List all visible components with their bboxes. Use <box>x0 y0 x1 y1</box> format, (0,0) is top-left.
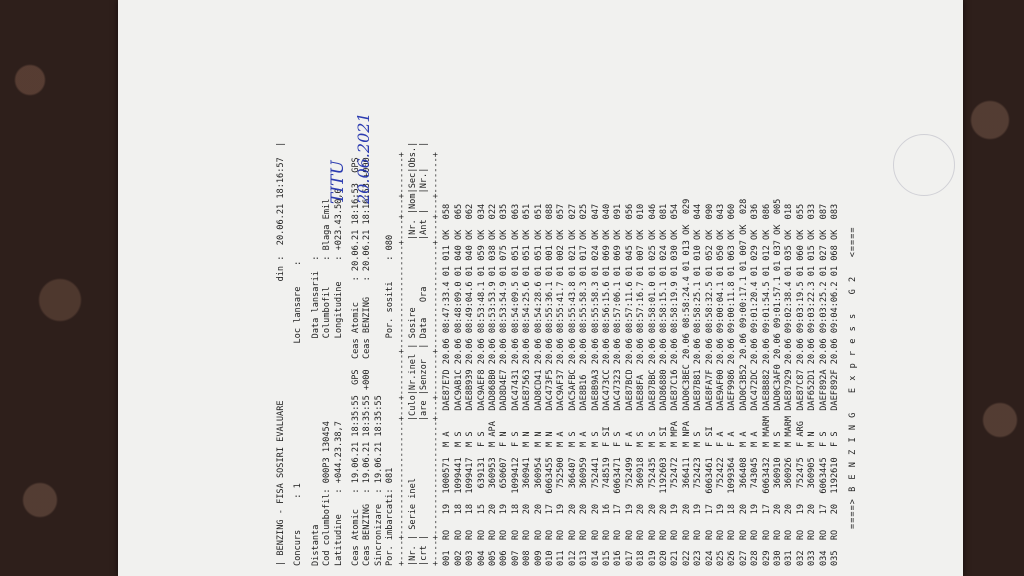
table-row: 020 RO 20 1192603 M SI DAD86880 20.06 08:58:15.1 01 024 OK 081 <box>659 203 669 566</box>
table-row: 011 RO 19 752500 M A DAC9AF37 20.06 08:55:41.7 01 002 OK 057 <box>556 203 567 566</box>
table-row: 034 RO 17 6063445 F S DAEF892A 20.06 09:03:25.2 01 027 OK 087 <box>818 203 829 566</box>
table-row: 007 RO 18 1099412 F S DAC47431 20.06 08:54:09.5 01 051 OK 063 <box>510 203 521 566</box>
table-row: 004 RO 15 639131 F S DAC9AEF8 20.06 08:53:48.1 01 059 OK 034 <box>476 203 487 566</box>
latitude-line: Latitudine : +044.23.38,7 Longitudine : +023.43.50,0 <box>333 188 344 566</box>
table-row: 009 RO 20 360954 M N DAD8CD41 20.06 08:54:28.6 01 051 OK 051 <box>533 203 544 566</box>
table-row: 028 RO 19 743045 M A DAC472DC 20.06 09:01:20.4 01 029 OK 036 <box>750 203 761 566</box>
table-row: 035 RO 20 1192610 F S DAEF892F 20.06 09:04:06.2 01 068 OK 083 <box>830 203 841 566</box>
table-row: 012 RO 20 366407 M S DAC5AFBC 20.06 08:55:43.8 01 021 OK 027 <box>567 203 578 566</box>
table-row: 019 RO 20 752435 M S DAE87BBC 20.06 08:58:01.0 01 025 OK 046 <box>647 203 658 566</box>
concurs-line: Concurs : 1 Loc lansare : <box>293 260 304 566</box>
table-row: 013 RO 20 360959 M A DAE8B16 20.06 08:55:58.3 01 017 OK 025 <box>579 203 590 566</box>
table-row: 017 RO 19 752499 F A DAE87BCD 20.06 08:57:11.6 01 045 OK 056 <box>624 203 635 566</box>
pigeons-count-line: Por. imbarcati: 081 Por. sositi : 080 <box>385 234 396 566</box>
table-row: 029 RO 17 6063432 M MARM DAE8B882 20.06 09:01:54.5 01 012 OK 086 <box>761 203 772 566</box>
handwritten-location: TITU <box>328 160 348 204</box>
table-separator-mid: +----+----------------------+---+--------+--------------------+----+---+-------+ <box>430 152 441 566</box>
table-row: 016 RO 17 6063471 F S DAC47323 20.06 08:57:06.1 01 069 OK 091 <box>613 203 624 566</box>
table-row: 021 RO 19 752472 M MPA DAE87C16 20.06 08:58:19.9 01 030 OK 054 <box>670 203 681 566</box>
table-row: 026 RO 18 1099364 F A DAEF9986 20.06 09:00:11.8 01 063 OK 060 <box>727 203 738 566</box>
table-row: 030 RO 20 360910 M S DAD0C3AF0 20.06 09:01:57.1 01 037 OK 005 <box>773 198 784 566</box>
table-row: 022 RO 20 366411 M NPA DAD0C3BEC 20.06 08:58:24.4 01 013 OK 029 <box>681 198 692 566</box>
table-separator-top: +----+----------------------+---+--------+--------------------+----+---+-------+ <box>396 152 407 566</box>
paper-sheet <box>118 0 963 576</box>
footer-brand: ====> B E N Z I N G E x p r e s s G 2 <==== <box>847 226 858 566</box>
table-row: 023 RO 19 752423 M S DAE87B81 20.06 08:58:25.1 01 010 OK 044 <box>693 203 704 566</box>
table-row: 006 RO 19 650607 F N DAD8D4E7 20.06 08:53:54.9 01 075 OK 035 <box>499 203 510 566</box>
table-row: 001 RO 19 1000571 M A DAE87E7D 20.06 08:47:33.4 01 011 OK 058 <box>442 203 453 566</box>
faint-stamp <box>893 134 955 196</box>
records-table <box>442 10 841 566</box>
sync-line: Sincronizare : 19.06.21 18:35:55 <box>373 395 384 566</box>
cod-columbofil-line: Cod columbofil: 000P3 130454 Columbofil : Blaga Emil <box>322 198 333 566</box>
table-row: 003 RO 18 1099417 M S DAE8B939 20.06 08:49:04.6 01 040 OK 062 <box>465 203 476 566</box>
rotated-printout <box>118 0 963 576</box>
table-header-1: |Nr. | Serie inel |Culo|Nr.inel | Sosire |Nr. |Nom|Sec|Obs.| <box>408 141 419 566</box>
table-row: 008 RO 20 360941 M N DAE87563 20.06 08:54:25.6 01 051 OK 051 <box>522 203 533 566</box>
handwritten-date: 20.06.2021 <box>354 112 373 204</box>
table-row: 025 RO 19 752422 F A DAE9AF00 20.06 09:00:04.1 01 050 OK 043 <box>716 203 727 566</box>
table-row: 015 RO 16 748519 F SI DAC473CC 20.06 08:56:15.6 01 069 OK 040 <box>601 203 612 566</box>
table-row: 032 RO 19 752475 F ARG DAE87C87 20.06 09:03:19.5 01 060 OK 055 <box>795 203 806 566</box>
printout-content <box>276 10 859 566</box>
atomic-clock-line: Ceas Atomic : 19.06.21 18:35:55 GPS Ceas Atomic : 20.06.21 18:16:53 GPS <box>351 157 362 566</box>
table-row: 014 RO 20 752441 M S DAE8B9A3 20.06 08:55:58.3 01 024 OK 047 <box>590 203 601 566</box>
table-row: 010 RO 17 6063455 M N DAC473F5 20.06 08:55:36.1 01 001 OK 088 <box>544 203 555 566</box>
table-row: 005 RO 20 360953 M APA DAD868B0 20.06 08:53:53.9 01 038 OK 022 <box>487 203 498 566</box>
table-row: 002 RO 18 1099441 M S DAC9AB1C 20.06 08:48:09.0 01 040 OK 065 <box>453 203 464 566</box>
table-header-2: |crt | |are |Senzor | Data Ora |Ant | |Nr.| | <box>419 141 430 566</box>
table-row: 024 RO 17 6063461 F SI DAE8FA7F 20.06 08:58:32.5 01 052 OK 090 <box>704 203 715 566</box>
table-row: 031 RO 20 360926 M MARM DAE87929 20.06 09:02:38.4 01 035 OK 018 <box>784 203 795 566</box>
benzing-clock-line: Ceas BENZING : 19.06.21 18:35:55 +000 Ceas BENZING : 20.06.21 18:16:53 +000 <box>362 157 373 566</box>
distanta-line: Distanta Data lansarii : <box>310 255 321 566</box>
table-row: 033 RO 20 360905 M N DAF652D1 20.06 09:03:22.3 01 015 OK 033 <box>807 203 818 566</box>
table-row: 018 RO 20 360918 M S DAE88FA 20.06 08:57:16.7 01 007 OK 010 <box>636 203 647 566</box>
report-title: | BENZING - FISA SOSIRI EVALUARE din : 20.06.21 18:16:57 | <box>276 141 286 566</box>
table-row: 027 RO 20 366408 M A DAD0C3B52 20.06 09:00:17.1 01 007 OK 028 <box>738 198 749 566</box>
